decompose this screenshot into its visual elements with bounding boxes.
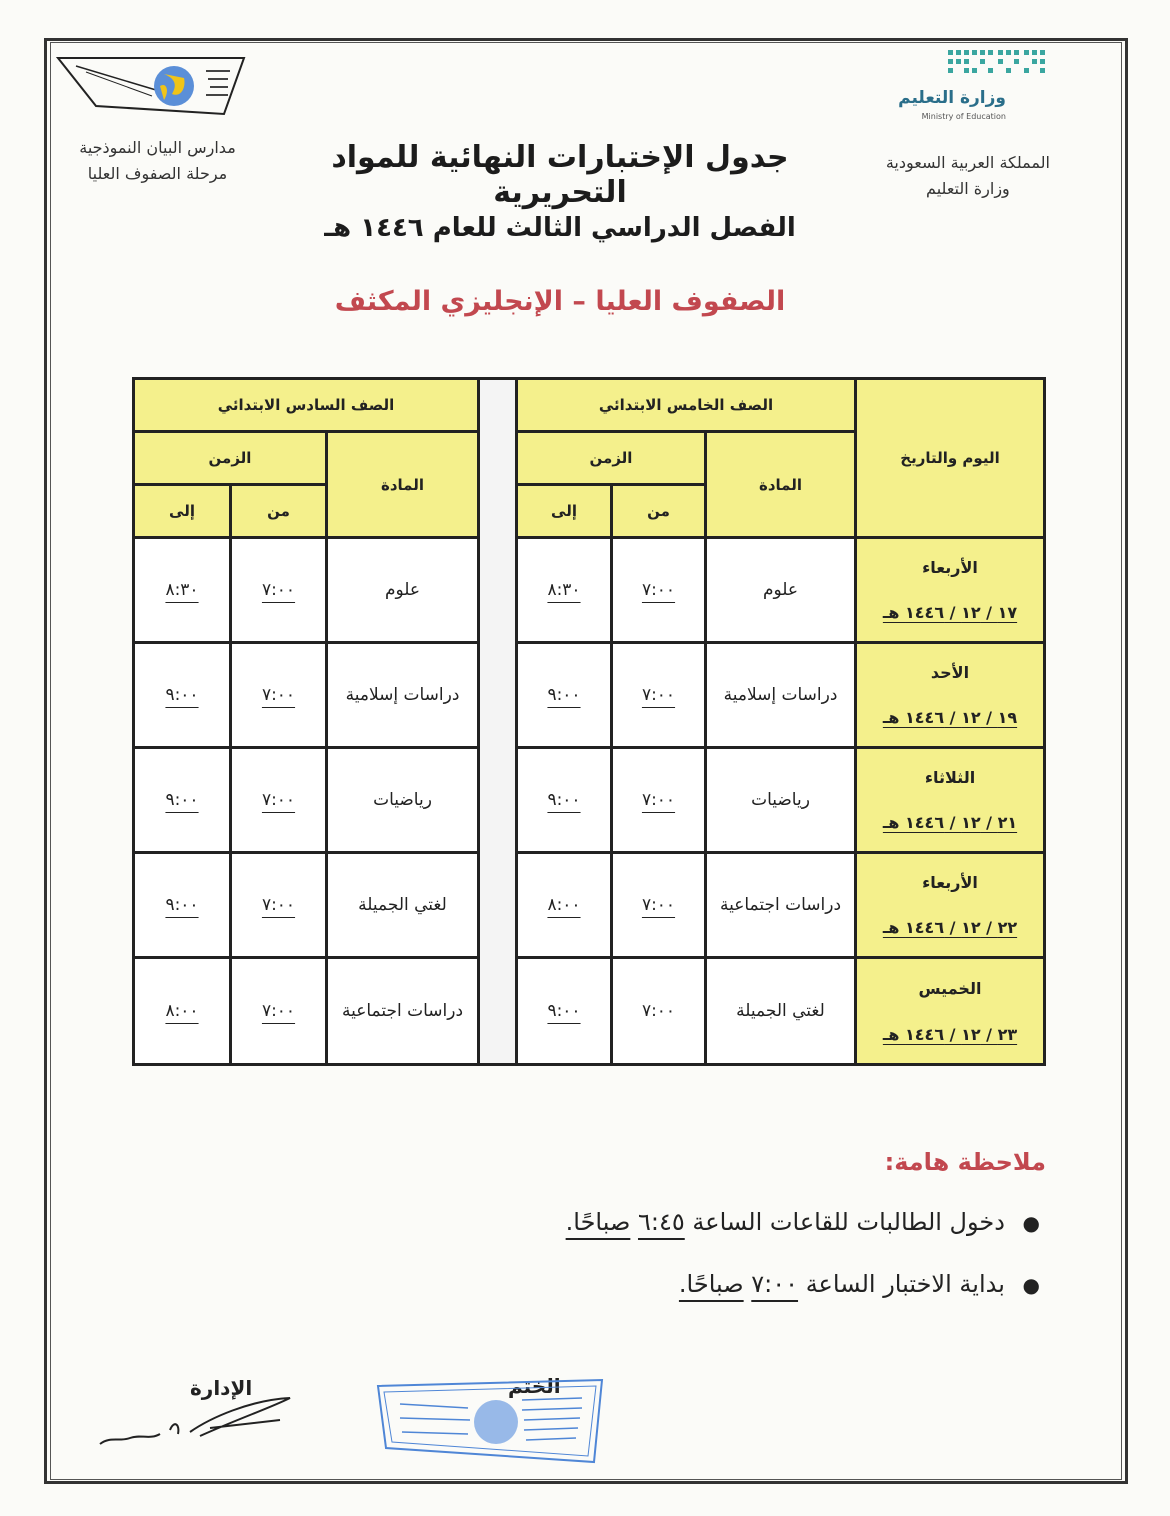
exam-date: ٢٣ / ١٢ / ١٤٤٦ هـ xyxy=(882,1024,1018,1044)
grade5-subject: رياضيات xyxy=(707,749,854,851)
page-title: جدول الإختبارات النهائية للمواد التحريرية xyxy=(331,140,789,210)
column-separator xyxy=(480,380,515,1063)
exam-schedule-table xyxy=(132,377,1046,1066)
exam-date: ٢٢ / ١٢ / ١٤٤٦ هـ xyxy=(882,918,1018,937)
notes-title: ملاحظة هامة: xyxy=(884,1148,1046,1176)
stamp-label: الختم xyxy=(508,1374,561,1398)
exam-date: ٢١ / ١٢ / ١٤٤٦ هـ xyxy=(882,813,1018,832)
school-line-1: مدارس البيان النموذجية xyxy=(79,138,236,157)
note2-prefix: بداية الاختبار الساعة xyxy=(805,1270,1005,1298)
grade5-subject-header: المادة xyxy=(707,433,854,536)
note2-suffix: صباحًا. xyxy=(678,1270,744,1298)
ministry-header xyxy=(886,150,1050,202)
table-row-day xyxy=(857,959,1043,1063)
grade6-to-time: ٨:٠٠ xyxy=(135,959,229,1063)
note2-time: ٧:٠٠ xyxy=(751,1270,799,1298)
bullet-icon: ● xyxy=(1022,1211,1040,1235)
grade5-to-header: إلى xyxy=(518,486,610,536)
grade6-subject: دراسات إسلامية xyxy=(328,644,477,746)
table-row-day xyxy=(857,749,1043,851)
grade5-to-time: ٨:٣٠ xyxy=(518,539,610,641)
note1-time: ٦:٤٥ xyxy=(637,1208,685,1236)
ministry-logo-en: Ministry of Education xyxy=(921,112,1006,121)
grade6-header: الصف السادس الابتدائي xyxy=(135,380,477,430)
grade6-to-time: ٩:٠٠ xyxy=(135,644,229,746)
grade5-to-time: ٨:٠٠ xyxy=(518,854,610,956)
school-logo-icon xyxy=(56,56,246,118)
grade6-subject-header: المادة xyxy=(328,433,477,536)
note-entry-time xyxy=(566,1208,1040,1236)
note1-prefix: دخول الطالبات للقاعات الساعة xyxy=(692,1208,1005,1236)
grade5-from-time: ٧:٠٠ xyxy=(613,749,704,851)
school-header xyxy=(70,135,245,187)
grade5-from-header: من xyxy=(613,486,704,536)
exam-date: ١٩ / ١٢ / ١٤٤٦ هـ xyxy=(882,708,1018,727)
grade6-time-header: الزمن xyxy=(135,433,325,483)
grade5-subject: دراسات إسلامية xyxy=(707,644,854,746)
grade5-to-time: ٩:٠٠ xyxy=(518,959,610,1063)
grade5-from-time: ٧:٠٠ xyxy=(613,854,704,956)
grade5-from-time: ٧:٠٠ xyxy=(613,644,704,746)
grade6-subject: علوم xyxy=(328,539,477,641)
day-date-header: اليوم والتاريخ xyxy=(857,380,1043,536)
grade5-header: الصف الخامس الابتدائي xyxy=(518,380,854,430)
grade6-to-time: ٩:٠٠ xyxy=(135,749,229,851)
grade5-subject: لغتي الجميلة xyxy=(707,959,854,1063)
grade6-subject: دراسات اجتماعية xyxy=(328,959,477,1063)
grade5-from-time: ٧:٠٠ xyxy=(613,539,704,641)
signature-icon xyxy=(90,1378,310,1458)
grade5-subject: علوم xyxy=(707,539,854,641)
day-name: الخميس xyxy=(918,978,982,998)
page-subtitle: الفصل الدراسي الثالث للعام ١٤٤٦ هـ xyxy=(324,213,796,243)
grade6-from-time: ٧:٠٠ xyxy=(232,959,325,1063)
grade5-to-time: ٩:٠٠ xyxy=(518,749,610,851)
ministry-logo-text: وزارة التعليم xyxy=(898,88,1006,108)
day-name: الأربعاء xyxy=(922,558,978,577)
admin-label: الإدارة xyxy=(190,1376,253,1400)
grade6-from-time: ٧:٠٠ xyxy=(232,854,325,956)
grade5-from-time: ٧:٠٠ xyxy=(613,959,704,1063)
grade6-from-time: ٧:٠٠ xyxy=(232,644,325,746)
grade6-to-time: ٨:٣٠ xyxy=(135,539,229,641)
ministry-line-1: المملكة العربية السعودية xyxy=(885,153,1050,172)
exam-date: ١٧ / ١٢ / ١٤٤٦ هـ xyxy=(882,603,1018,622)
table-row-day xyxy=(857,644,1043,746)
page-subtitle-2: الصفوف العليا – الإنجليزي المكثف xyxy=(334,286,786,317)
day-name: الثلاثاء xyxy=(924,768,976,787)
table-row-day xyxy=(857,539,1043,641)
grade6-from-time: ٧:٠٠ xyxy=(232,749,325,851)
ministry-line-2: وزارة التعليم xyxy=(926,179,1010,198)
grade6-from-header: من xyxy=(232,486,325,536)
official-stamp-icon xyxy=(372,1378,608,1464)
grade5-time-header: الزمن xyxy=(518,433,704,483)
table-row-day xyxy=(857,854,1043,956)
grade6-to-time: ٩:٠٠ xyxy=(135,854,229,956)
grade6-to-header: إلى xyxy=(135,486,229,536)
note-exam-start xyxy=(679,1270,1040,1298)
grade6-subject: لغتي الجميلة xyxy=(328,854,477,956)
day-name: الأربعاء xyxy=(922,873,978,892)
school-line-2: مرحلة الصفوف العليا xyxy=(87,164,228,183)
grade5-to-time: ٩:٠٠ xyxy=(518,644,610,746)
grade6-from-time: ٧:٠٠ xyxy=(232,539,325,641)
grade6-subject: رياضيات xyxy=(328,749,477,851)
day-name: الأحد xyxy=(930,663,970,682)
bullet-icon: ● xyxy=(1022,1273,1040,1297)
grade5-subject: دراسات اجتماعية xyxy=(707,854,854,956)
note1-suffix: صباحًا. xyxy=(565,1208,631,1236)
